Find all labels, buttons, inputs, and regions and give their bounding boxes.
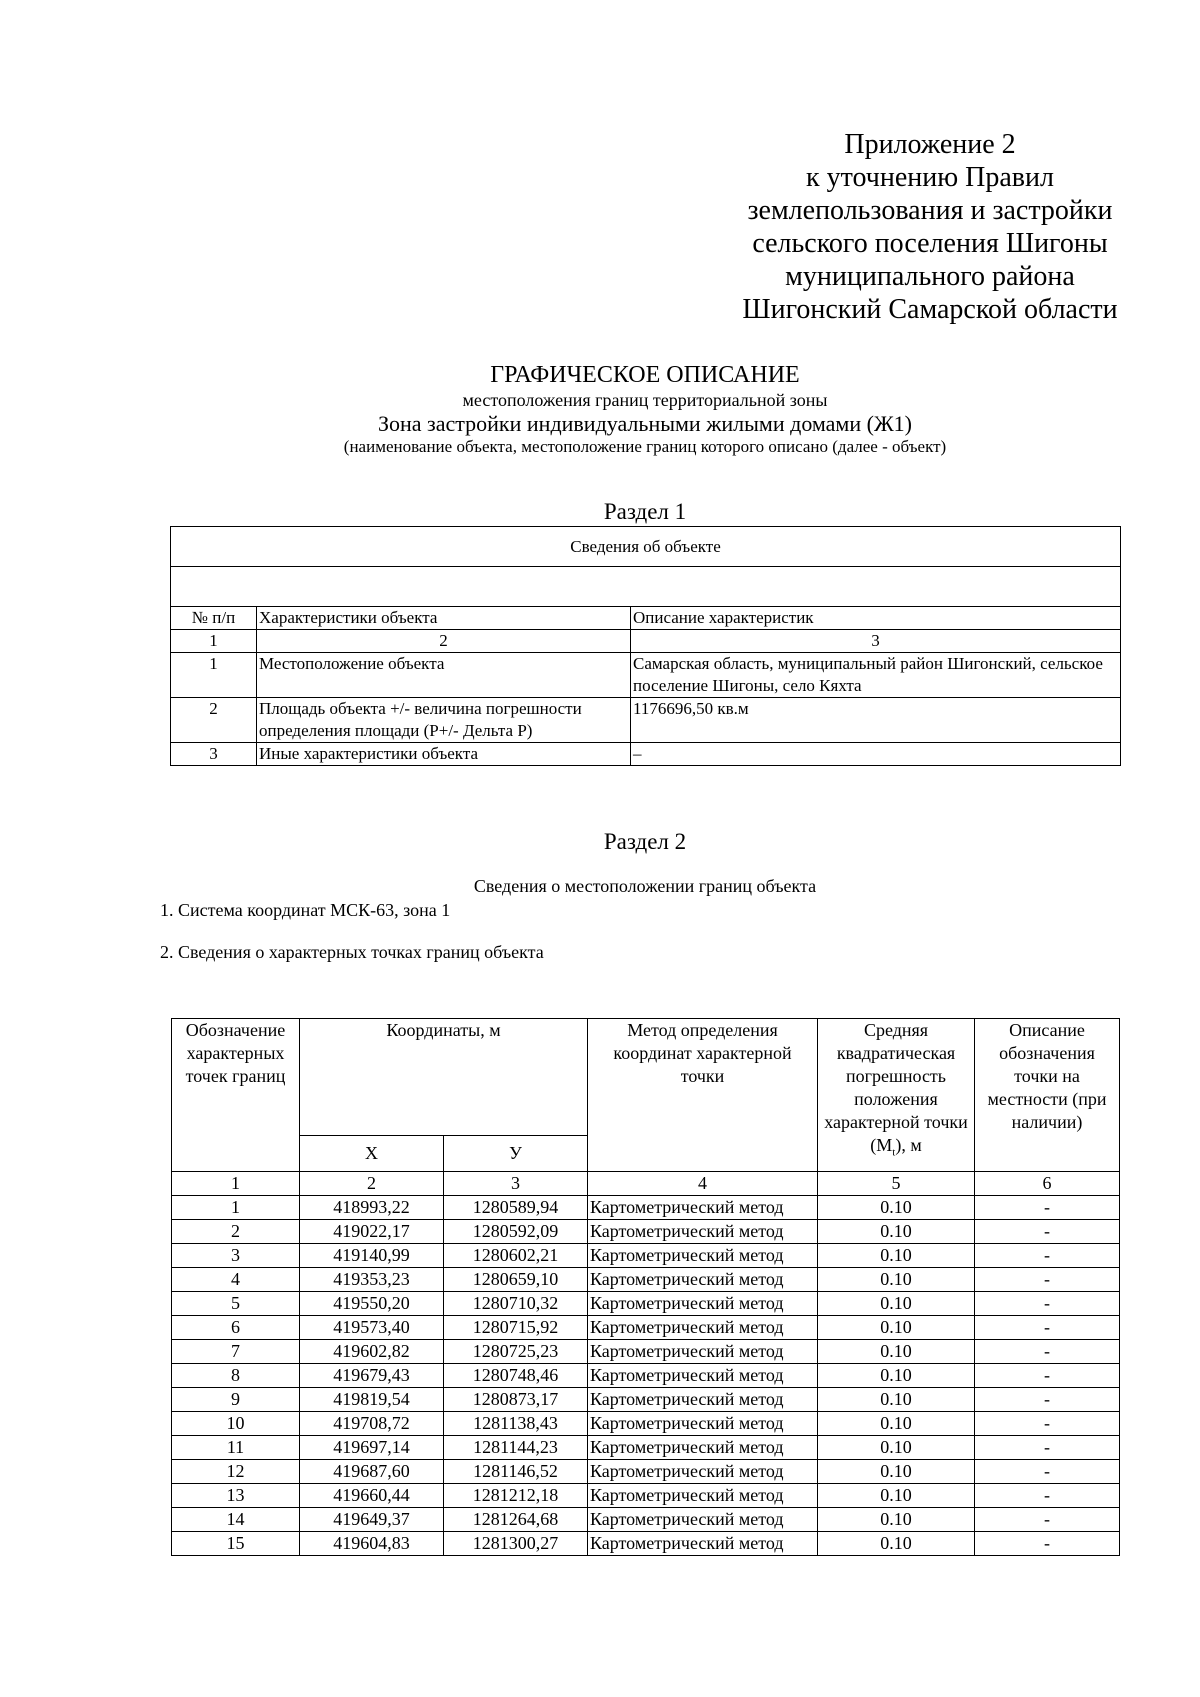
method-cell: Картометрический метод xyxy=(588,1196,818,1220)
error-cell: 0.10 xyxy=(818,1508,975,1532)
error-cell: 0.10 xyxy=(818,1364,975,1388)
coord-x: 419708,72 xyxy=(300,1412,444,1436)
characteristic-name: Иные характеристики объекта xyxy=(257,743,631,766)
error-cell: 0.10 xyxy=(818,1532,975,1556)
coord-x: 419649,37 xyxy=(300,1508,444,1532)
row-number: 3 xyxy=(171,743,257,766)
table-row xyxy=(172,1436,1120,1460)
object-note: (наименование объекта, местоположение границ которого описано (далее - объект) xyxy=(343,437,947,456)
appendix-line: землепользования и застройки xyxy=(747,195,1113,226)
coord-x: 419353,23 xyxy=(300,1268,444,1292)
column-number: 2 xyxy=(257,630,631,653)
coord-x: 419602,82 xyxy=(300,1340,444,1364)
description-cell: - xyxy=(975,1220,1120,1244)
coord-y: 1280589,94 xyxy=(444,1196,588,1220)
coord-x: 419697,14 xyxy=(300,1436,444,1460)
point-number: 13 xyxy=(172,1484,300,1508)
table-row xyxy=(172,1340,1120,1364)
coord-y: 1280592,09 xyxy=(444,1220,588,1244)
table-row xyxy=(172,1388,1120,1412)
coord-x: 419687,60 xyxy=(300,1460,444,1484)
coord-x: 419573,40 xyxy=(300,1316,444,1340)
section1-title: Раздел 1 xyxy=(603,499,687,524)
points-heading: 2. Сведения о характерных точках границ объекта xyxy=(160,942,544,962)
description-cell: - xyxy=(975,1340,1120,1364)
coord-y: 1281300,27 xyxy=(444,1532,588,1556)
error-cell: 0.10 xyxy=(818,1196,975,1220)
error-cell: 0.10 xyxy=(818,1436,975,1460)
table-row xyxy=(171,653,1121,698)
header-description: Описание обозначения точки на местности (при наличии) xyxy=(975,1019,1120,1172)
coord-x: 418993,22 xyxy=(300,1196,444,1220)
column-header: Описание характеристик xyxy=(631,607,1121,630)
column-number: 5 xyxy=(818,1172,975,1196)
error-cell: 0.10 xyxy=(818,1340,975,1364)
coord-y: 1281212,18 xyxy=(444,1484,588,1508)
column-number: 4 xyxy=(588,1172,818,1196)
point-number: 7 xyxy=(172,1340,300,1364)
characteristic-value: – xyxy=(631,743,1121,766)
characteristic-value: Самарская область, муниципальный район Шигонский, сельское поселение Шигоны, село Кяхта xyxy=(631,653,1121,698)
characteristic-value: 1176696,50 кв.м xyxy=(631,698,1121,743)
description-cell: - xyxy=(975,1316,1120,1340)
coord-y: 1280710,32 xyxy=(444,1292,588,1316)
characteristic-name: Местоположение объекта xyxy=(257,653,631,698)
coord-y: 1280873,17 xyxy=(444,1388,588,1412)
header-points: Обозначение характерных точек границ xyxy=(172,1019,300,1172)
appendix-line: к уточнению Правил xyxy=(806,162,1054,193)
table-row xyxy=(171,743,1121,766)
description-cell: - xyxy=(975,1244,1120,1268)
document-subtitle: местоположения границ территориальной зоны xyxy=(462,390,828,410)
header-error: Средняя квадратическая погрешность положения характерной точки $(M_t)$, м xyxy=(818,1019,975,1172)
column-number: 3 xyxy=(444,1172,588,1196)
table-row xyxy=(172,1460,1120,1484)
method-cell: Картометрический метод xyxy=(588,1340,818,1364)
boundary-points-table xyxy=(171,1018,1120,1556)
error-cell: 0.10 xyxy=(818,1268,975,1292)
point-number: 3 xyxy=(172,1244,300,1268)
object-info-table xyxy=(170,526,1121,766)
point-number: 11 xyxy=(172,1436,300,1460)
error-cell: 0.10 xyxy=(818,1220,975,1244)
method-cell: Картометрический метод xyxy=(588,1292,818,1316)
table-row xyxy=(172,1316,1120,1340)
coord-y: 1281264,68 xyxy=(444,1508,588,1532)
header-coords: Координаты, м xyxy=(300,1019,588,1136)
point-number: 8 xyxy=(172,1364,300,1388)
row-number: 2 xyxy=(171,698,257,743)
description-cell: - xyxy=(975,1196,1120,1220)
coord-x: 419660,44 xyxy=(300,1484,444,1508)
column-header: № п/п xyxy=(171,607,257,630)
error-cell: 0.10 xyxy=(818,1412,975,1436)
document-header xyxy=(150,362,1140,458)
appendix-line: сельского поселения Шигоны xyxy=(752,228,1108,259)
coord-x: 419550,20 xyxy=(300,1292,444,1316)
column-number: 1 xyxy=(172,1172,300,1196)
point-number: 5 xyxy=(172,1292,300,1316)
zone-name: Зона застройки индивидуальными жилыми домами (Ж1) xyxy=(378,411,912,436)
section2-title: Раздел 2 xyxy=(603,829,687,854)
table-row xyxy=(172,1244,1120,1268)
point-number: 6 xyxy=(172,1316,300,1340)
coord-x: 419022,17 xyxy=(300,1220,444,1244)
coord-x: 419140,99 xyxy=(300,1244,444,1268)
point-number: 4 xyxy=(172,1268,300,1292)
description-cell: - xyxy=(975,1412,1120,1436)
error-cell: 0.10 xyxy=(818,1460,975,1484)
method-cell: Картометрический метод xyxy=(588,1364,818,1388)
column-number: 3 xyxy=(631,630,1121,653)
table-row xyxy=(172,1364,1120,1388)
row-number: 1 xyxy=(171,653,257,698)
description-cell: - xyxy=(975,1436,1120,1460)
header-x: X xyxy=(300,1136,444,1172)
error-cell: 0.10 xyxy=(818,1316,975,1340)
method-cell: Картометрический метод xyxy=(588,1388,818,1412)
characteristic-name: Площадь объекта +/- величина погрешности определения площади (Р+/- Дельта Р) xyxy=(257,698,631,743)
table-row xyxy=(172,1292,1120,1316)
column-number: 6 xyxy=(975,1172,1120,1196)
appendix-block xyxy=(720,128,1140,326)
table-row xyxy=(172,1484,1120,1508)
error-cell: 0.10 xyxy=(818,1292,975,1316)
method-cell: Картометрический метод xyxy=(588,1436,818,1460)
table-row xyxy=(172,1412,1120,1436)
error-cell: 0.10 xyxy=(818,1388,975,1412)
coord-y: 1280725,23 xyxy=(444,1340,588,1364)
method-cell: Картометрический метод xyxy=(588,1412,818,1436)
description-cell: - xyxy=(975,1484,1120,1508)
column-number: 2 xyxy=(300,1172,444,1196)
coord-y: 1281144,23 xyxy=(444,1436,588,1460)
description-cell: - xyxy=(975,1268,1120,1292)
method-cell: Картометрический метод xyxy=(588,1268,818,1292)
section2-subtitle: Сведения о местоположении границ объекта xyxy=(473,876,817,896)
point-number: 2 xyxy=(172,1220,300,1244)
point-number: 14 xyxy=(172,1508,300,1532)
method-cell: Картометрический метод xyxy=(588,1484,818,1508)
appendix-line: Приложение 2 xyxy=(844,129,1016,160)
coordinate-system: 1. Система координат МСК-63, зона 1 xyxy=(160,900,451,920)
description-cell: - xyxy=(975,1364,1120,1388)
appendix-line: муниципального района xyxy=(785,261,1075,292)
coord-y: 1280602,21 xyxy=(444,1244,588,1268)
point-number: 15 xyxy=(172,1532,300,1556)
table-row xyxy=(172,1532,1120,1556)
coord-y: 1281138,43 xyxy=(444,1412,588,1436)
appendix-line: Шигонский Самарской области xyxy=(742,294,1118,325)
description-cell: - xyxy=(975,1388,1120,1412)
coord-y: 1280659,10 xyxy=(444,1268,588,1292)
coord-y: 1281146,52 xyxy=(444,1460,588,1484)
column-header: Характеристики объекта xyxy=(257,607,631,630)
object-info-title: Сведения об объекте xyxy=(171,527,1121,567)
coord-y: 1280748,46 xyxy=(444,1364,588,1388)
point-number: 9 xyxy=(172,1388,300,1412)
document-title: ГРАФИЧЕСКОЕ ОПИСАНИЕ xyxy=(490,362,800,388)
table-row xyxy=(172,1268,1120,1292)
table-row xyxy=(171,698,1121,743)
coord-y: 1280715,92 xyxy=(444,1316,588,1340)
coord-x: 419819,54 xyxy=(300,1388,444,1412)
table-row xyxy=(172,1508,1120,1532)
method-cell: Картометрический метод xyxy=(588,1460,818,1484)
error-cell: 0.10 xyxy=(818,1244,975,1268)
column-number: 1 xyxy=(171,630,257,653)
point-number: 10 xyxy=(172,1412,300,1436)
header-method: Метод определения координат характерной точки xyxy=(588,1019,818,1172)
description-cell: - xyxy=(975,1532,1120,1556)
column-numbers-row xyxy=(172,1172,1120,1196)
point-number: 12 xyxy=(172,1460,300,1484)
empty-row xyxy=(171,567,1121,607)
table-row xyxy=(172,1196,1120,1220)
method-cell: Картометрический метод xyxy=(588,1532,818,1556)
method-cell: Картометрический метод xyxy=(588,1220,818,1244)
method-cell: Картометрический метод xyxy=(588,1508,818,1532)
coord-x: 419604,83 xyxy=(300,1532,444,1556)
header-y: У xyxy=(444,1136,588,1172)
error-cell: 0.10 xyxy=(818,1484,975,1508)
point-number: 1 xyxy=(172,1196,300,1220)
table-row xyxy=(172,1220,1120,1244)
description-cell: - xyxy=(975,1292,1120,1316)
coord-x: 419679,43 xyxy=(300,1364,444,1388)
method-cell: Картометрический метод xyxy=(588,1316,818,1340)
method-cell: Картометрический метод xyxy=(588,1244,818,1268)
description-cell: - xyxy=(975,1508,1120,1532)
description-cell: - xyxy=(975,1460,1120,1484)
